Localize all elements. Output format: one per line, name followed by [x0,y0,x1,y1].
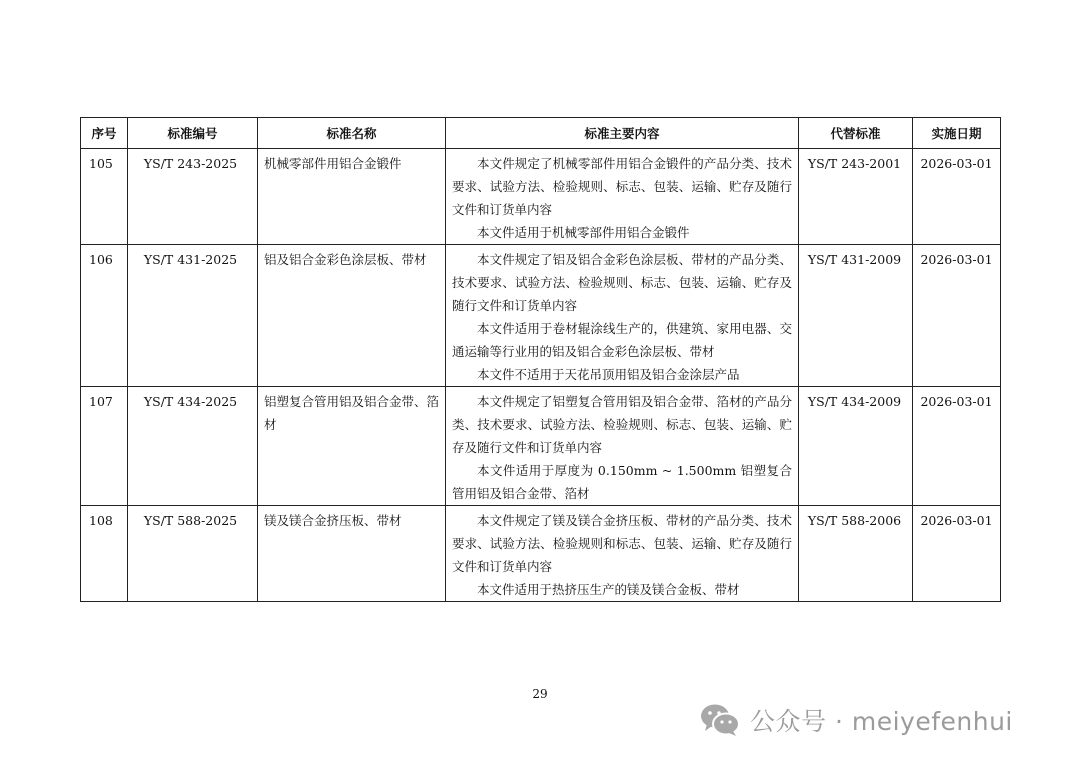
cell-code: YS/T 588-2025 [128,506,258,602]
cell-date: 2026-03-01 [913,506,1001,602]
standards-table [80,117,1001,602]
content-paragraph: 本文件适用于机械零部件用铝合金锻件 [477,225,690,240]
page-number: 29 [532,687,548,701]
cell-seq: 108 [81,506,128,602]
cell-replaces: YS/T 434-2009 [799,387,913,506]
cell-date: 2026-03-01 [913,149,1001,245]
cell-name: 铝及铝合金彩色涂层板、带材 [258,245,446,387]
watermark-text: 公众号 · meiyefenhui [750,707,1013,736]
cell-content [446,149,799,245]
content-paragraph: 本文件适用于卷材辊涂线生产的，供建筑、家用电器、交通运输等行业用的铝及铝合金彩色涂层板、带材 [452,321,792,359]
cell-replaces: YS/T 243-2001 [799,149,913,245]
table-row [81,506,1001,602]
cell-seq: 105 [81,149,128,245]
cell-date: 2026-03-01 [913,245,1001,387]
table-row [81,149,1001,245]
cell-name: 机械零部件用铝合金锻件 [258,149,446,245]
header-replaces: 代替标准 [799,118,913,149]
header-seq: 序号 [81,118,128,149]
content-paragraph: 本文件适用于厚度为 0.150mm ~ 1.500mm 铝塑复合管用铝及铝合金带、箔材 [452,463,792,501]
cell-replaces: YS/T 431-2009 [799,245,913,387]
cell-replaces: YS/T 588-2006 [799,506,913,602]
header-content: 标准主要内容 [446,118,799,149]
table-row [81,387,1001,506]
cell-code: YS/T 434-2025 [128,387,258,506]
cell-date: 2026-03-01 [913,387,1001,506]
content-paragraph: 本文件不适用于天花吊顶用铝及铝合金涂层产品 [477,367,740,382]
cell-content [446,506,799,602]
content-paragraph: 本文件适用于热挤压生产的镁及镁合金板、带材 [477,582,740,597]
cell-seq: 107 [81,387,128,506]
cell-name: 铝塑复合管用铝及铝合金带、箔材 [258,387,446,506]
cell-content [446,245,799,387]
content-paragraph: 本文件规定了铝及铝合金彩色涂层板、带材的产品分类、技术要求、试验方法、检验规则、标志、包装、运输、贮存及随行文件和订货单内容 [452,252,792,313]
content-paragraph: 本文件规定了铝塑复合管用铝及铝合金带、箔材的产品分类、技术要求、试验方法、检验规则、标志、包装、运输、贮存及随行文件和订货单内容 [452,394,792,455]
cell-name: 镁及镁合金挤压板、带材 [258,506,446,602]
watermark [700,702,1013,738]
content-paragraph: 本文件规定了机械零部件用铝合金锻件的产品分类、技术要求、试验方法、检验规则、标志、包装、运输、贮存及随行文件和订货单内容 [452,156,792,217]
content-paragraph: 本文件规定了镁及镁合金挤压板、带材的产品分类、技术要求、试验方法、检验规则和标志、包装、运输、贮存及随行文件和订货单内容 [452,513,792,574]
cell-code: YS/T 243-2025 [128,149,258,245]
header-name: 标准名称 [258,118,446,149]
header-date: 实施日期 [913,118,1001,149]
table-row [81,245,1001,387]
wechat-icon [700,703,740,737]
cell-code: YS/T 431-2025 [128,245,258,387]
cell-content [446,387,799,506]
header-code: 标准编号 [128,118,258,149]
table-header-row [81,118,1001,149]
cell-seq: 106 [81,245,128,387]
